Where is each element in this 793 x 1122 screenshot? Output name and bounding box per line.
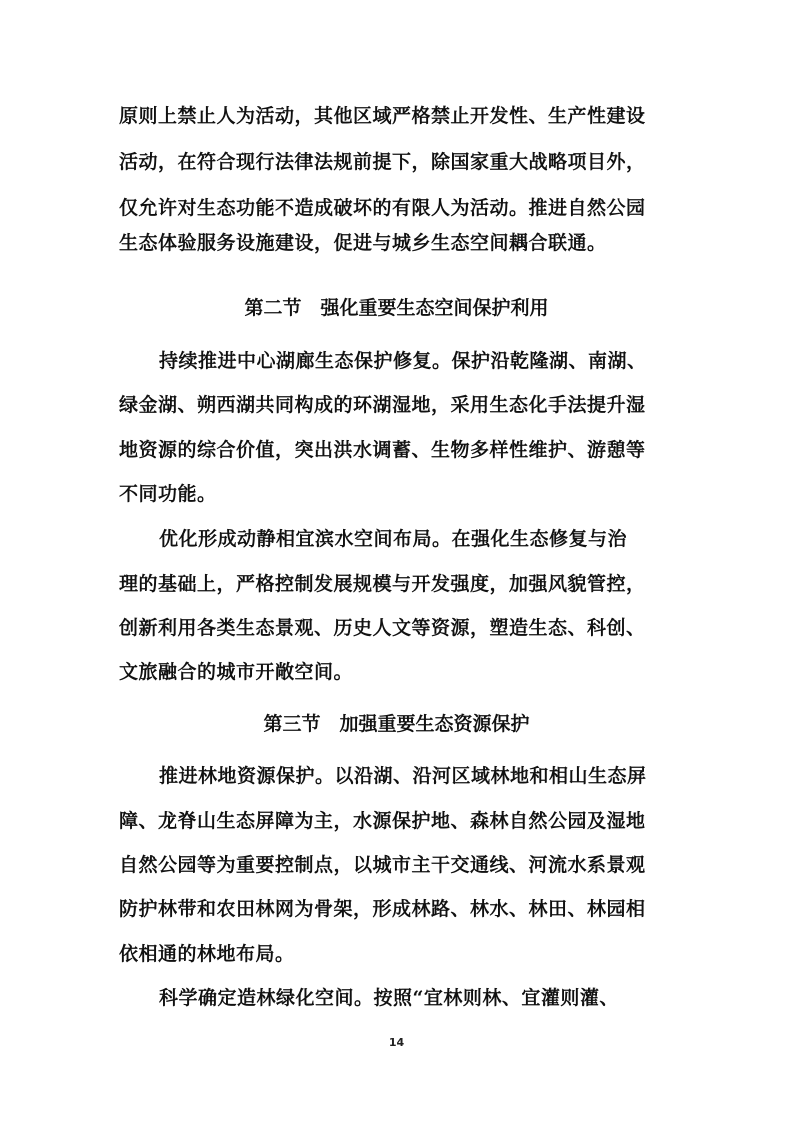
body-line: 绿金湖、朔西湖共同构成的环湖湿地，采用生态化手法提升湿 [119,394,646,416]
body-line: 生态体验服务设施建设，促进与城乡生态空间耦合联通。 [119,232,607,254]
body-line: 优化形成动静相宜滨水空间布局。在强化生态修复与治 [159,528,628,550]
body-line: 自然公园等为重要控制点，以城市主干交通线、河流水系景观 [119,854,646,876]
section-heading: 第三节 加强重要生态资源保护 [263,713,530,735]
body-line: 持续推进中心湖廊生态保护修复。保护沿乾隆湖、南湖、 [159,350,647,372]
body-line: 创新利用各类生态景观、历史人文等资源，塑造生态、科创、 [119,617,646,639]
body-line: 地资源的综合价值，突出洪水调蓄、生物多样性维护、游憩等 [119,439,646,461]
section-heading: 第二节 强化重要生态空间保护利用 [244,297,549,319]
body-line: 原则上禁止人为活动，其他区域严格禁止开发性、生产性建设 [119,105,646,127]
body-line: 不同功能。 [119,483,217,505]
body-line: 科学确定造林绿化空间。按照“宜林则林、宜灌则灌、 [159,987,619,1009]
body-line: 文旅融合的城市开敞空间。 [119,661,354,683]
body-line: 活动，在符合现行法律法规前提下，除国家重大战略项目外， [119,151,646,173]
body-line: 推进林地资源保护。以沿湖、沿河区域林地和相山生态屏 [159,765,647,787]
body-line: 防护林带和农田林网为骨架，形成林路、林水、林田、林园相 [119,898,646,920]
body-line: 依相通的林地布局。 [119,943,295,965]
page-number: 14 [388,1036,405,1049]
body-line: 障、龙脊山生态屏障为主，水源保护地、森林自然公园及湿地 [119,810,646,832]
body-line: 仅允许对生态功能不造成破坏的有限人为活动。推进自然公园 [119,197,646,219]
body-line: 理的基础上，严格控制发展规模与开发强度，加强风貌管控， [119,573,646,595]
